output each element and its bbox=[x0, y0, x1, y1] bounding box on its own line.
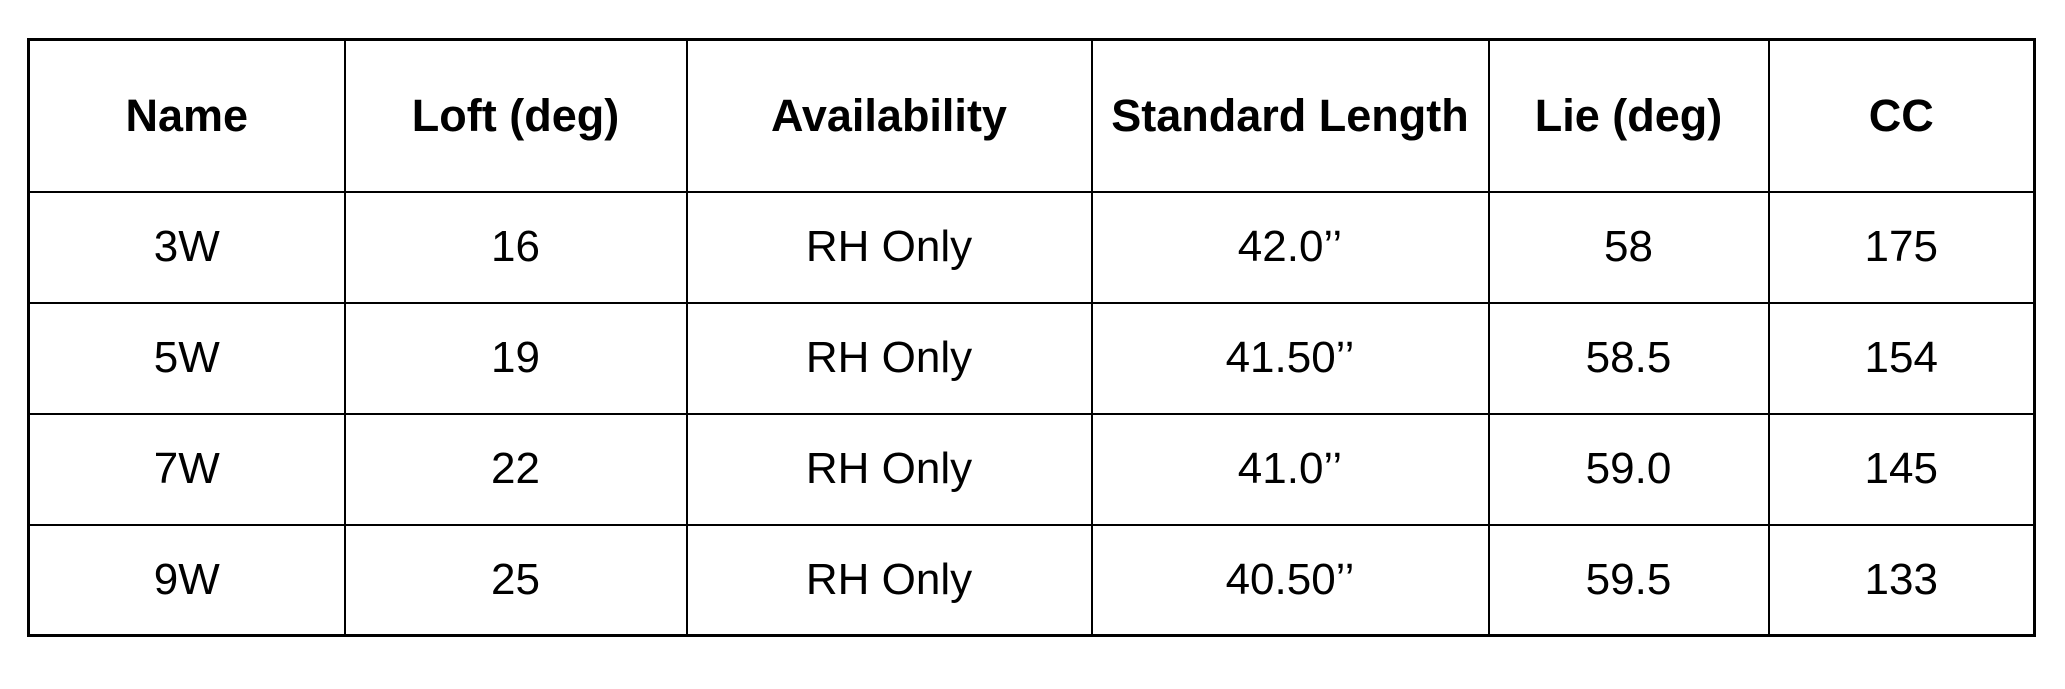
table-cell: 9W bbox=[29, 525, 345, 636]
table-cell: 41.50’’ bbox=[1092, 303, 1489, 414]
table-cell: 19 bbox=[345, 303, 687, 414]
table-cell: 42.0’’ bbox=[1092, 192, 1489, 303]
table-cell: 58 bbox=[1489, 192, 1769, 303]
column-header-cc: CC bbox=[1769, 40, 2035, 192]
column-header-lie: Lie (deg) bbox=[1489, 40, 1769, 192]
table-cell: 59.5 bbox=[1489, 525, 1769, 636]
table-cell: RH Only bbox=[687, 303, 1092, 414]
table-cell: 16 bbox=[345, 192, 687, 303]
table-cell: 154 bbox=[1769, 303, 2035, 414]
table-cell: 40.50’’ bbox=[1092, 525, 1489, 636]
table-cell: 59.0 bbox=[1489, 414, 1769, 525]
table-cell: 145 bbox=[1769, 414, 2035, 525]
table-row bbox=[29, 525, 2035, 636]
club-spec-table bbox=[27, 38, 2036, 637]
column-header-standard-length: Standard Length bbox=[1092, 40, 1489, 192]
table-cell: 58.5 bbox=[1489, 303, 1769, 414]
table-row bbox=[29, 303, 2035, 414]
table-cell: 5W bbox=[29, 303, 345, 414]
table-cell: RH Only bbox=[687, 414, 1092, 525]
column-header-availability: Availability bbox=[687, 40, 1092, 192]
table-row bbox=[29, 414, 2035, 525]
table-cell: 25 bbox=[345, 525, 687, 636]
header-row bbox=[29, 40, 2035, 192]
table-cell: RH Only bbox=[687, 192, 1092, 303]
table-cell: 175 bbox=[1769, 192, 2035, 303]
table-row bbox=[29, 192, 2035, 303]
column-header-name: Name bbox=[29, 40, 345, 192]
table-cell: 7W bbox=[29, 414, 345, 525]
table-cell: 22 bbox=[345, 414, 687, 525]
table-cell: RH Only bbox=[687, 525, 1092, 636]
table-cell: 133 bbox=[1769, 525, 2035, 636]
table-cell: 41.0’’ bbox=[1092, 414, 1489, 525]
column-header-loft: Loft (deg) bbox=[345, 40, 687, 192]
table-cell: 3W bbox=[29, 192, 345, 303]
